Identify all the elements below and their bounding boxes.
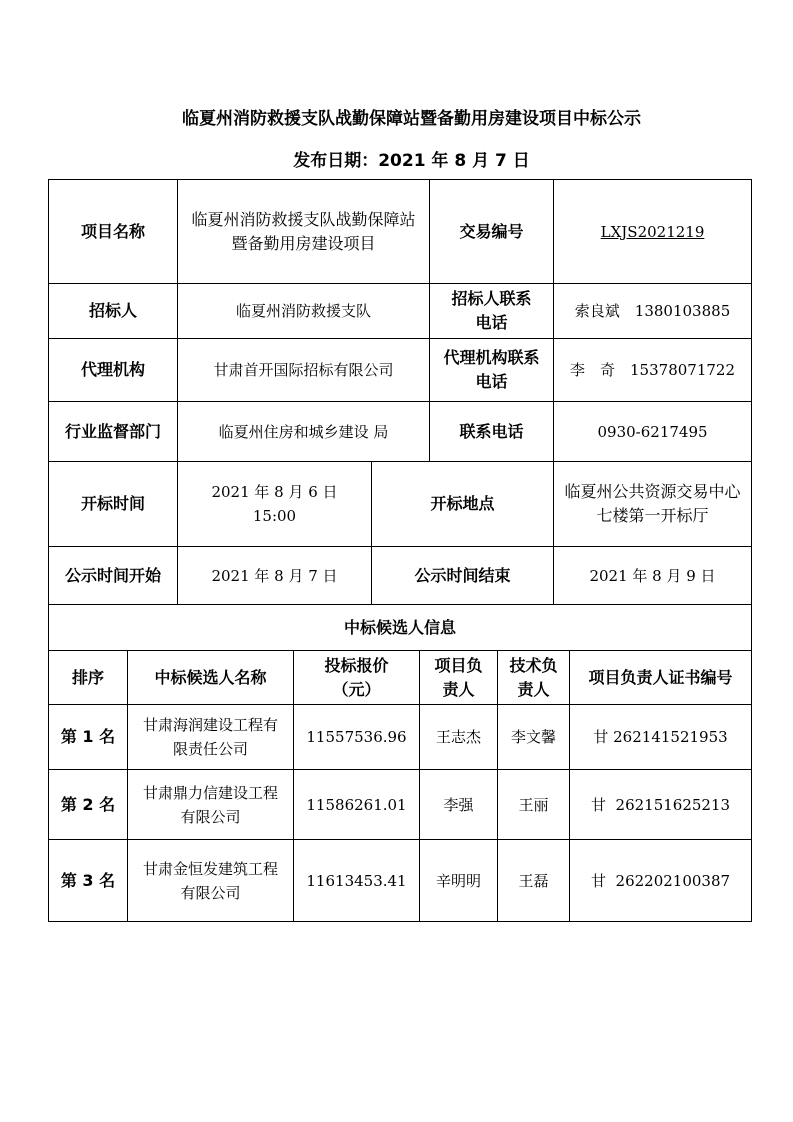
open-place-value: 临夏州公共资源交易中心七楼第一开标厅 <box>554 462 752 547</box>
project-info-table <box>48 179 752 605</box>
header-project-manager: 项目负责人 <box>420 651 498 705</box>
header-rank: 排序 <box>49 651 128 705</box>
price-cell: 11613453.41 <box>294 840 420 922</box>
agency-label: 代理机构 <box>49 339 178 402</box>
price-cell: 11557536.96 <box>294 705 420 770</box>
candidate-name-cell: 甘肃海润建设工程有限责任公司 <box>128 705 294 770</box>
project-name-label: 项目名称 <box>49 180 178 284</box>
supervisor-label: 行业监督部门 <box>49 402 178 462</box>
open-place-label: 开标地点 <box>372 462 554 547</box>
agency-value: 甘肃首开国际招标有限公司 <box>178 339 430 402</box>
tenderer-phone-label: 招标人联系电话 <box>430 284 554 339</box>
header-price: 投标报价（元） <box>294 651 420 705</box>
tech-lead-cell: 李文馨 <box>498 705 570 770</box>
trade-no-label: 交易编号 <box>430 180 554 284</box>
header-cert-no: 项目负责人证书编号 <box>570 651 752 705</box>
table-row <box>49 770 752 840</box>
notice-end-label: 公示时间结束 <box>372 547 554 605</box>
tech-lead-cell: 王磊 <box>498 840 570 922</box>
rank-cell: 第 3 名 <box>49 840 128 922</box>
project-manager-cell: 王志杰 <box>420 705 498 770</box>
candidates-section-title: 中标候选人信息 <box>49 605 752 651</box>
header-tech-lead: 技术负责人 <box>498 651 570 705</box>
publish-date: 发布日期：2021 年 8 月 7 日 <box>293 151 530 171</box>
supervisor-value: 临夏州住房和城乡建设 局 <box>178 402 430 462</box>
agency-phone-label: 代理机构联系电话 <box>430 339 554 402</box>
candidates-table <box>48 604 752 922</box>
candidates-header-row <box>49 651 752 705</box>
tech-lead-cell: 王丽 <box>498 770 570 840</box>
table-row <box>49 840 752 922</box>
contact-phone-label: 联系电话 <box>430 402 554 462</box>
agency-phone-value: 李 奇 15378071722 <box>554 339 752 402</box>
rank-cell: 第 2 名 <box>49 770 128 840</box>
tenderer-value: 临夏州消防救援支队 <box>178 284 430 339</box>
notice-end-value: 2021 年 8 月 9 日 <box>554 547 752 605</box>
header-name: 中标候选人名称 <box>128 651 294 705</box>
trade-no-value: LXJS2021219 <box>554 180 752 284</box>
open-time-value: 2021 年 8 月 6 日 15:00 <box>178 462 372 547</box>
cert-no-cell: 甘 262202100387 <box>570 840 752 922</box>
notice-start-label: 公示时间开始 <box>49 547 178 605</box>
candidate-name-cell: 甘肃鼎力信建设工程有限公司 <box>128 770 294 840</box>
cert-no-cell: 甘 262151625213 <box>570 770 752 840</box>
price-cell: 11586261.01 <box>294 770 420 840</box>
notice-start-value: 2021 年 8 月 7 日 <box>178 547 372 605</box>
table-row <box>49 705 752 770</box>
tenderer-label: 招标人 <box>49 284 178 339</box>
document-title: 临夏州消防救援支队战勤保障站暨备勤用房建设项目中标公示 <box>182 109 641 129</box>
project-name-value: 临夏州消防救援支队战勤保障站暨备勤用房建设项目 <box>178 180 430 284</box>
project-manager-cell: 李强 <box>420 770 498 840</box>
tenderer-phone-value: 索良斌 1380103885 <box>554 284 752 339</box>
cert-no-cell: 甘 262141521953 <box>570 705 752 770</box>
rank-cell: 第 1 名 <box>49 705 128 770</box>
contact-phone-value: 0930-6217495 <box>554 402 752 462</box>
open-time-label: 开标时间 <box>49 462 178 547</box>
candidate-name-cell: 甘肃金恒发建筑工程有限公司 <box>128 840 294 922</box>
project-manager-cell: 辛明明 <box>420 840 498 922</box>
